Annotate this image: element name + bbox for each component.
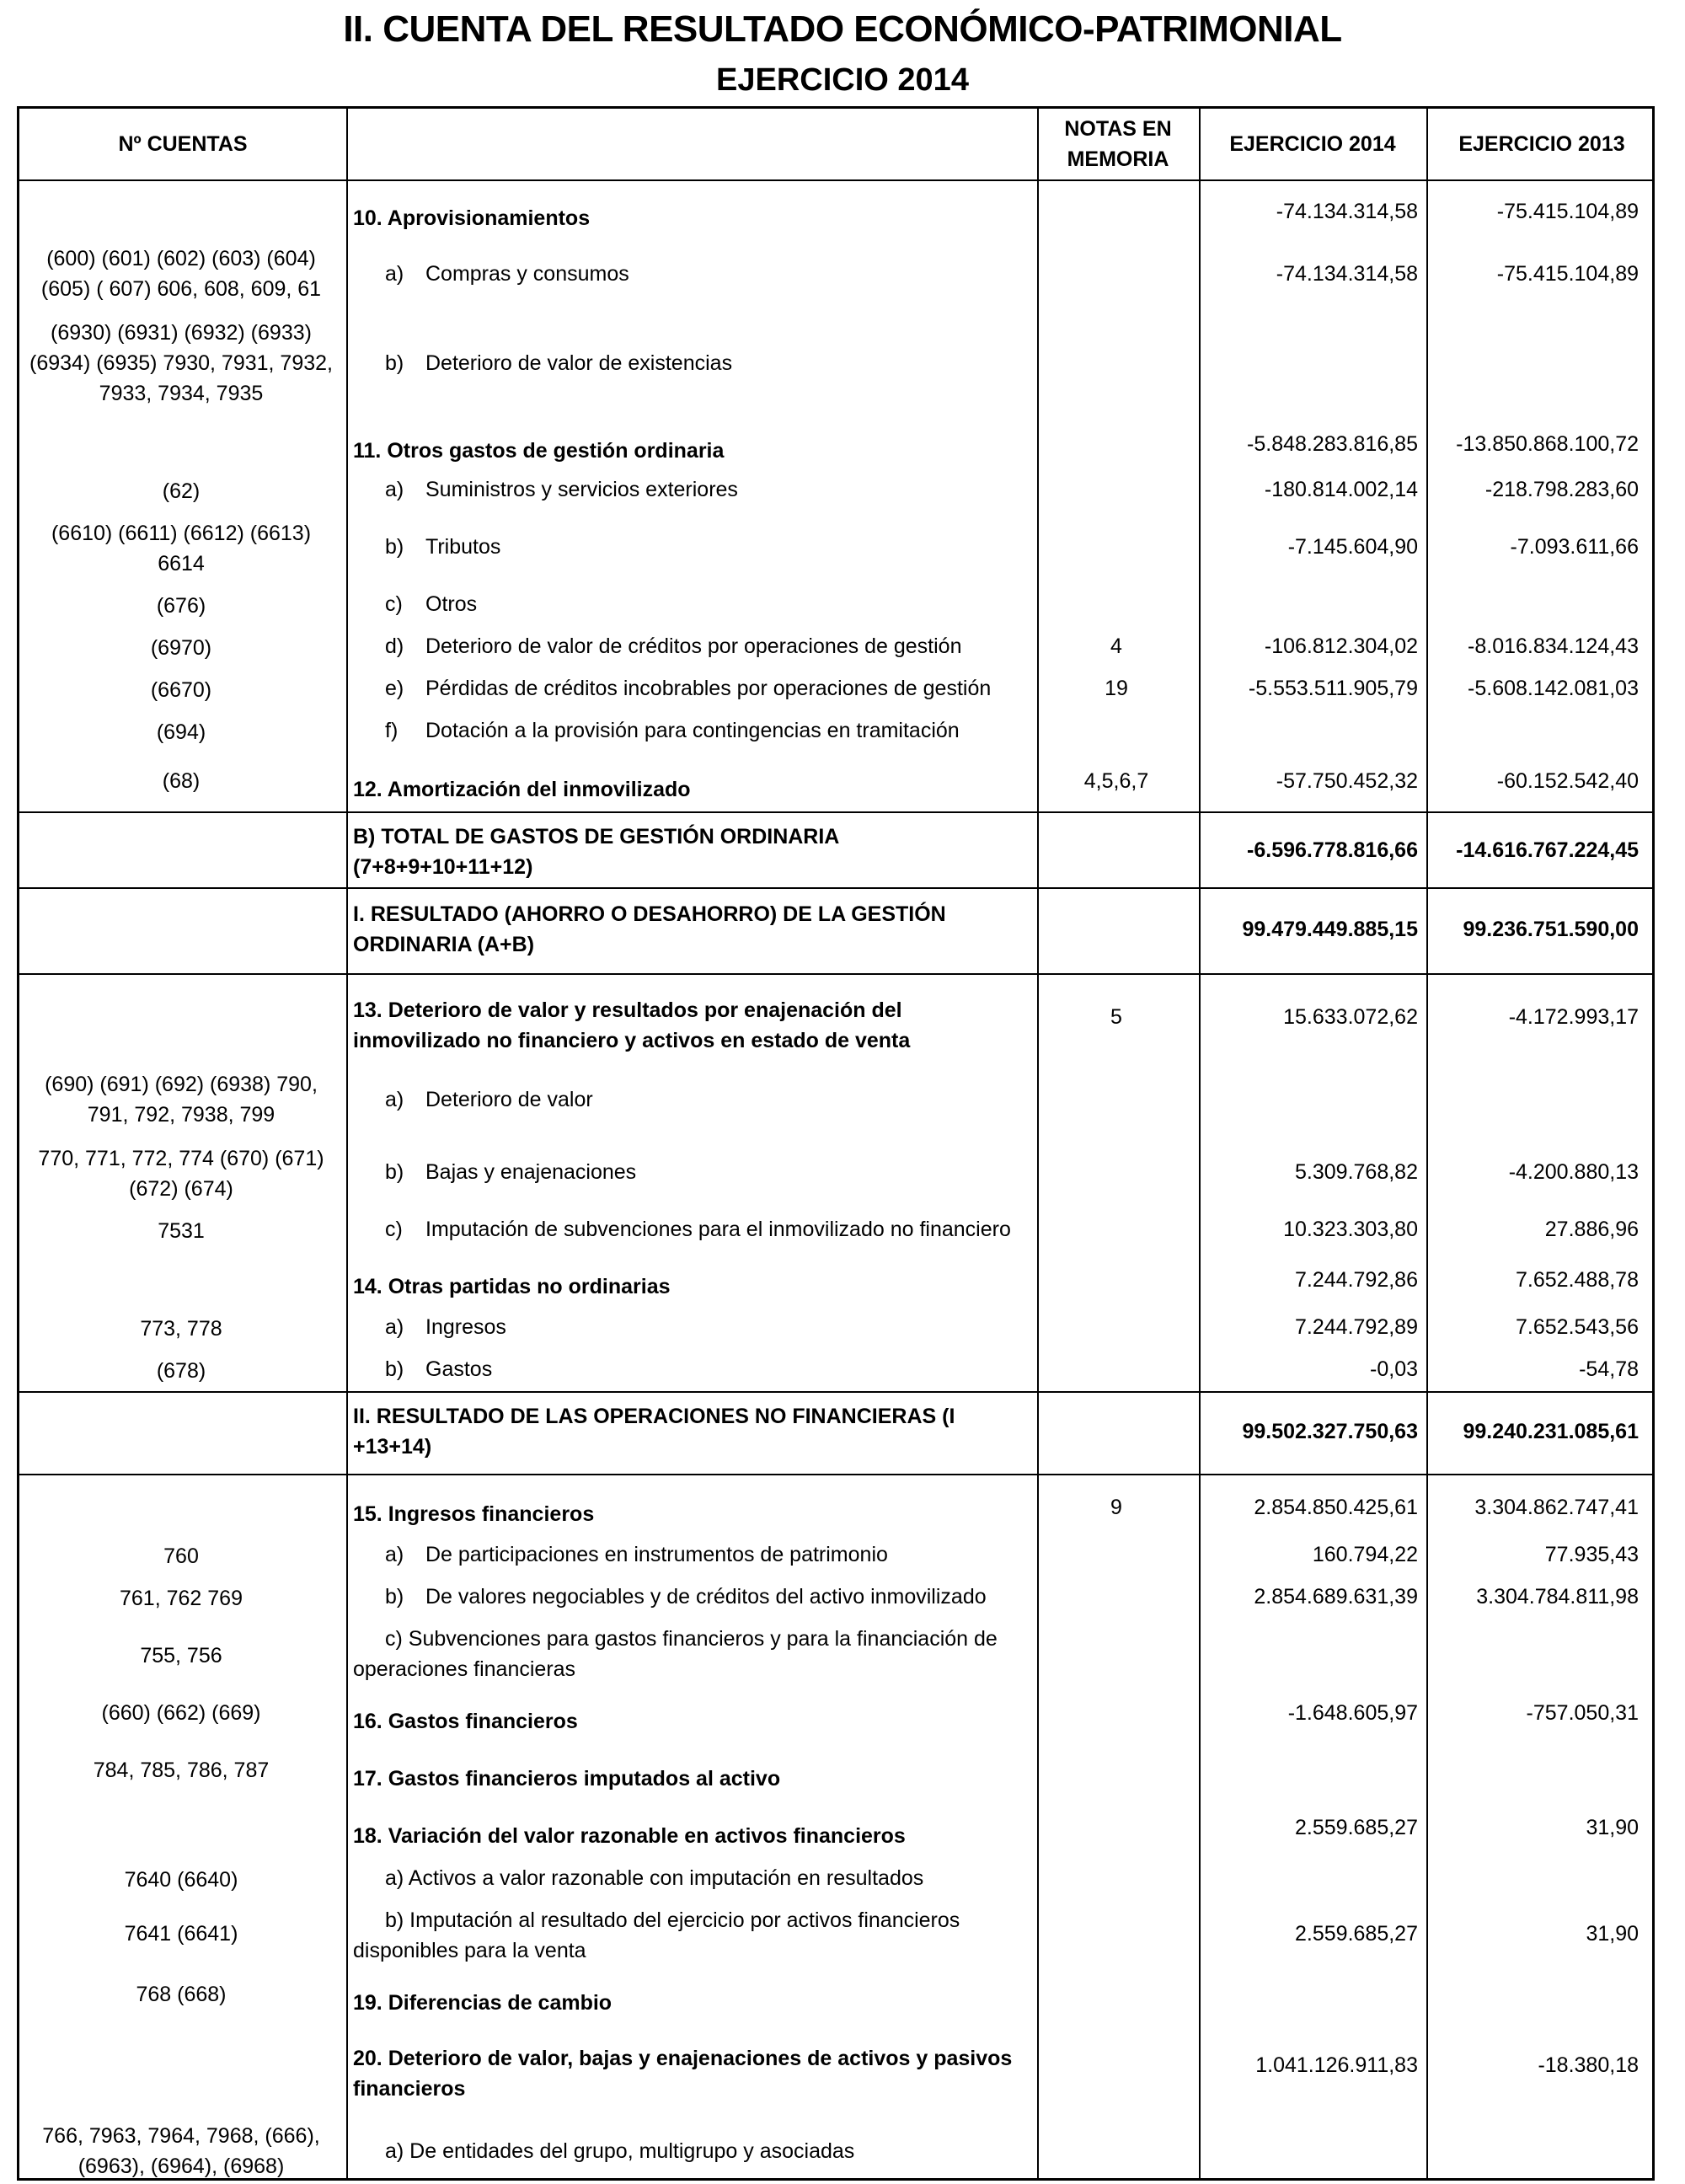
account-codes: (6930) (6931) (6932) (6933) (51, 321, 312, 345)
memoria-note: 19 (1105, 677, 1128, 700)
value-2013: 27.886,96 (1544, 1218, 1639, 1241)
row-label: b) Gastos (385, 1357, 493, 1381)
row-label: 17. Gastos financieros imputados al activo (353, 1767, 781, 1791)
row-label: 16. Gastos financieros (353, 1710, 578, 1733)
value-2013: -8.016.834.124,43 (1468, 634, 1639, 658)
result-label: +13+14) (353, 1435, 432, 1459)
row-label: a) Deterioro de valor (385, 1088, 593, 1111)
value-2014: 1.041.126.911,83 (1255, 2053, 1418, 2077)
account-codes: (660) (662) (669) (101, 1701, 261, 1725)
value-2014: 5.309.768,82 (1295, 1160, 1418, 1184)
row-label: a) Compras y consumos (385, 262, 629, 286)
row-label: c) Otros (385, 592, 478, 616)
value-2014: -57.750.452,32 (1276, 769, 1418, 793)
account-codes: 755, 756 (140, 1644, 222, 1667)
row-label: inmovilizado no financiero y activos en estado de venta (353, 1029, 911, 1052)
row-label: b) Tributos (385, 535, 501, 559)
value-2014: 2.559.685,27 (1295, 1922, 1418, 1946)
column-divider (1199, 109, 1201, 2178)
value-2013: -218.798.283,60 (1484, 478, 1639, 501)
account-codes: (690) (691) (692) (6938) 790, (45, 1073, 318, 1096)
account-codes: 768 (668) (136, 1983, 227, 2006)
value-2013: -75.415.104,89 (1496, 200, 1639, 223)
value-2014: 7.244.792,89 (1295, 1315, 1418, 1339)
row-label: a) De participaciones en instrumentos de patrimonio (385, 1543, 888, 1566)
value-2014: -180.814.002,14 (1264, 478, 1418, 501)
value-2014: 2.559.685,27 (1295, 1816, 1418, 1839)
row-label: f) Dotación a la provisión para contingencias en tramitación (385, 719, 960, 742)
page-title: II. CUENTA DEL RESULTADO ECONÓMICO-PATRIMONIAL (343, 8, 1342, 50)
row-label: a) De entidades del grupo, multigrupo y asociadas (385, 2139, 855, 2163)
account-codes: (6610) (6611) (6612) (6613) (51, 522, 312, 545)
value-2014: 2.854.689.631,39 (1254, 1585, 1418, 1609)
value-2013: 7.652.488,78 (1516, 1268, 1639, 1292)
value-2014: 15.633.072,62 (1283, 1005, 1418, 1029)
value-2014: -74.134.314,58 (1276, 262, 1418, 286)
memoria-note: 5 (1110, 1005, 1122, 1029)
value-2013: -18.380,18 (1538, 2053, 1639, 2077)
result-label: ORDINARIA (A+B) (353, 933, 535, 956)
value-2014: -5.553.511.905,79 (1248, 677, 1418, 700)
row-label: c) Subvenciones para gastos financieros y para la financiación de (385, 1627, 998, 1651)
row-label: b) Bajas y enajenaciones (385, 1160, 637, 1184)
value-2013: 77.935,43 (1544, 1543, 1639, 1566)
row-label: financieros (353, 2077, 466, 2101)
value-2013: -7.093.611,66 (1510, 535, 1639, 559)
row-label: d) Deterioro de valor de créditos por operaciones de gestión (385, 634, 962, 658)
account-codes: 7641 (6641) (124, 1922, 238, 1946)
row-label: b) De valores negociables y de créditos del activo inmovilizado (385, 1585, 987, 1609)
row-label: c) Imputación de subvenciones para el inmovilizado no financiero (385, 1218, 1011, 1241)
result-2014: 99.502.327.750,63 (1242, 1420, 1418, 1443)
account-codes: 7531 (158, 1219, 205, 1243)
row-label: 15. Ingresos financieros (353, 1502, 595, 1526)
value-2013: -75.415.104,89 (1496, 262, 1639, 286)
row-label: b) Imputación al resultado del ejercicio por activos financieros (385, 1908, 960, 1932)
header-notas-line2: MEMORIA (1067, 147, 1169, 171)
row-divider (19, 1391, 1652, 1393)
row-label: a) Ingresos (385, 1315, 506, 1339)
row-divider (19, 1474, 1652, 1475)
row-label: 11. Otros gastos de gestión ordinaria (353, 439, 725, 463)
result-2014: 99.479.449.885,15 (1242, 918, 1418, 941)
account-codes: 791, 792, 7938, 799 (87, 1103, 275, 1127)
account-codes: 760 (163, 1544, 199, 1568)
value-2014: 2.854.850.425,61 (1254, 1496, 1418, 1519)
account-codes: 766, 7963, 7964, 7968, (666), (42, 2124, 320, 2148)
row-label: 18. Variación del valor razonable en activos financieros (353, 1824, 906, 1848)
row-label: 20. Deterioro de valor, bajas y enajenaciones de activos y pasivos (353, 2047, 1013, 2070)
account-codes: (678) (156, 1359, 206, 1383)
account-codes: 7640 (6640) (124, 1868, 238, 1892)
row-label: 19. Diferencias de cambio (353, 1991, 612, 2015)
column-divider (346, 109, 348, 2178)
row-label: 14. Otras partidas no ordinarias (353, 1275, 671, 1298)
row-label: 10. Aprovisionamientos (353, 206, 591, 230)
row-divider (19, 811, 1652, 813)
account-codes: (62) (162, 479, 201, 503)
value-2013: -4.200.880,13 (1508, 1160, 1639, 1184)
row-divider (19, 973, 1652, 975)
total-2014: -6.596.778.816,66 (1247, 838, 1418, 862)
value-2014: -74.134.314,58 (1276, 200, 1418, 223)
total-2013: -14.616.767.224,45 (1456, 838, 1639, 862)
account-codes: 6614 (158, 552, 205, 575)
row-divider (19, 179, 1652, 181)
result-2013: 99.236.751.590,00 (1463, 918, 1639, 941)
account-codes: (68) (162, 769, 201, 793)
row-label: a) Suministros y servicios exteriores (385, 478, 738, 501)
column-divider (1426, 109, 1428, 2178)
value-2013: 3.304.784.811,98 (1476, 1585, 1639, 1609)
account-codes: (672) (674) (129, 1177, 233, 1201)
page-subtitle: EJERCICIO 2014 (716, 62, 969, 98)
row-label: 13. Deterioro de valor y resultados por enajenación del (353, 998, 902, 1022)
header-ejercicio-2013: EJERCICIO 2013 (1458, 132, 1625, 156)
account-codes: 770, 771, 772, 774 (670) (671) (38, 1147, 324, 1170)
value-2013: -4.172.993,17 (1508, 1005, 1639, 1029)
row-label: disponibles para la venta (353, 1939, 586, 1962)
result-2013: 99.240.231.085,61 (1463, 1420, 1639, 1443)
header-cuentas: Nº CUENTAS (118, 132, 248, 156)
value-2013: 7.652.543,56 (1516, 1315, 1639, 1339)
value-2014: -0,03 (1370, 1357, 1418, 1381)
memoria-note: 4 (1110, 634, 1122, 658)
value-2014: -1.648.605,97 (1287, 1701, 1418, 1725)
account-codes: (600) (601) (602) (603) (604) (46, 247, 316, 270)
value-2013: 31,90 (1586, 1816, 1639, 1839)
account-codes: (605) ( 607) 606, 608, 609, 61 (40, 277, 322, 301)
account-codes: (694) (156, 720, 206, 744)
value-2014: -106.812.304,02 (1264, 634, 1418, 658)
memoria-note: 9 (1110, 1496, 1122, 1519)
value-2014: 10.323.303,80 (1283, 1218, 1418, 1241)
account-codes: (6963), (6964), (6968) (78, 2155, 285, 2178)
value-2013: -60.152.542,40 (1496, 769, 1639, 793)
account-codes: (676) (156, 594, 206, 618)
results-table (17, 106, 1655, 2181)
row-label: a) Activos a valor razonable con imputación en resultados (385, 1866, 924, 1890)
row-label: 12. Amortización del inmovilizado (353, 778, 691, 801)
value-2014: 160.794,22 (1312, 1543, 1418, 1566)
result-label: I. RESULTADO (AHORRO O DESAHORRO) DE LA GESTIÓN (353, 902, 946, 926)
account-codes: 773, 778 (140, 1317, 222, 1341)
account-codes: 761, 762 769 (120, 1587, 243, 1610)
account-codes: (6970) (150, 636, 212, 660)
value-2013: -13.850.868.100,72 (1456, 432, 1639, 456)
value-2013: -5.608.142.081,03 (1468, 677, 1639, 700)
account-codes: 7933, 7934, 7935 (99, 382, 264, 405)
row-divider (19, 887, 1652, 889)
value-2013: 3.304.862.747,41 (1474, 1496, 1639, 1519)
account-codes: (6934) (6935) 7930, 7931, 7932, (29, 351, 333, 375)
row-label: operaciones financieras (353, 1657, 576, 1681)
value-2013: -54,78 (1579, 1357, 1639, 1381)
value-2014: -7.145.604,90 (1287, 535, 1418, 559)
result-label: II. RESULTADO DE LAS OPERACIONES NO FINANCIERAS (I (353, 1405, 955, 1428)
account-codes: 784, 785, 786, 787 (93, 1758, 270, 1782)
value-2014: -5.848.283.816,85 (1247, 432, 1418, 456)
value-2013: 31,90 (1586, 1922, 1639, 1946)
row-label: e) Pérdidas de créditos incobrables por operaciones de gestión (385, 677, 992, 700)
row-label: b) Deterioro de valor de existencias (385, 351, 733, 375)
header-ejercicio-2014: EJERCICIO 2014 (1229, 132, 1396, 156)
account-codes: (6670) (150, 678, 212, 702)
header-notas-line1: NOTAS EN (1064, 117, 1172, 141)
total-label: (7+8+9+10+11+12) (353, 855, 533, 879)
memoria-note: 4,5,6,7 (1083, 769, 1149, 793)
value-2014: 7.244.792,86 (1295, 1268, 1418, 1292)
value-2013: -757.050,31 (1526, 1701, 1639, 1725)
total-label: B) TOTAL DE GASTOS DE GESTIÓN ORDINARIA (353, 825, 840, 848)
